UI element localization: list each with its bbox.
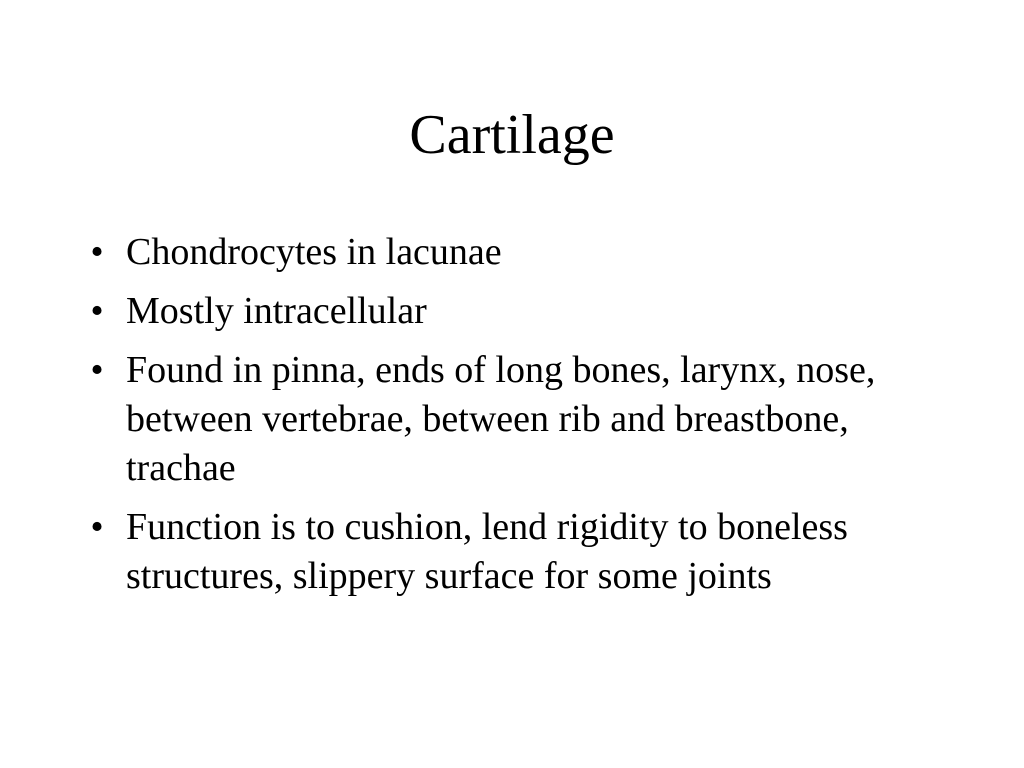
bullet-icon: • — [90, 506, 104, 548]
bullet-text: Found in pinna, ends of long bones, larynx, nose, between vertebrae, between rib and breastbone, trachae — [126, 349, 876, 489]
bullet-list — [82, 228, 962, 611]
bullet-item — [82, 287, 962, 336]
bullet-icon: • — [90, 349, 104, 391]
slide-title: Cartilage — [409, 104, 615, 166]
bullet-icon: • — [90, 290, 104, 332]
bullet-item — [82, 346, 962, 493]
bullet-icon: • — [90, 231, 104, 273]
bullet-item — [82, 503, 962, 601]
bullet-text: Chondrocytes in lacunae — [126, 231, 502, 273]
bullet-text: Function is to cushion, lend rigidity to boneless structures, slippery surface for some joints — [126, 506, 848, 597]
bullet-item — [82, 228, 962, 277]
bullet-text: Mostly intracellular — [126, 290, 427, 332]
